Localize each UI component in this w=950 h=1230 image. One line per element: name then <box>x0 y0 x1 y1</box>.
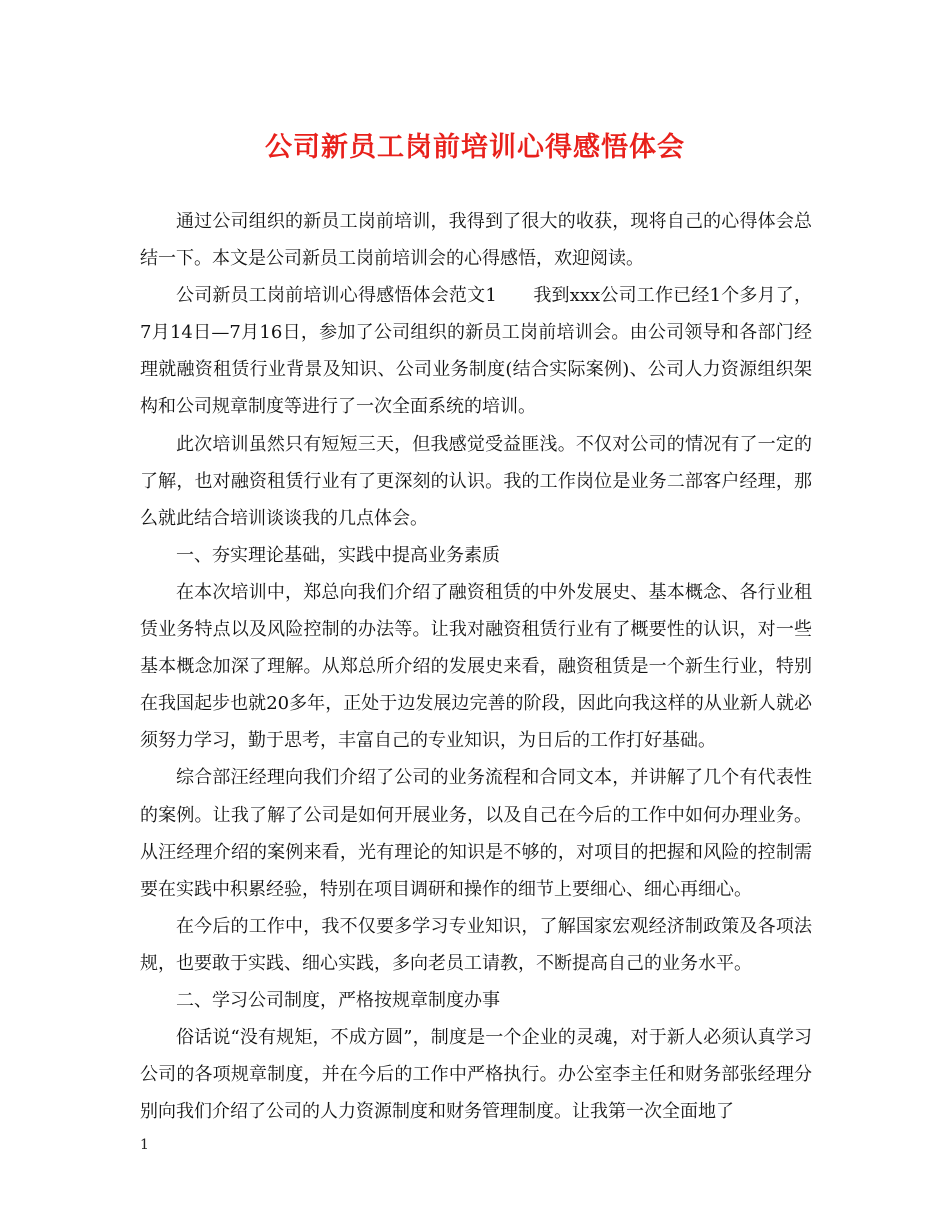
paragraph-theory: 在本次培训中，郑总向我们介绍了融资租赁的中外发展史、基本概念、各行业租赁业务特点以及风险控制的办法等。让我对融资租赁行业有了概要性的认识，对一些基本概念加深了理解。从郑总所介绍的发展史来看，融资租赁是一个新生行业，特别在我国起步也就20多年，正处于边发展边完善的阶段，因此向我这样的从业新人就必须努力学习，勤于思考，丰富自己的专业知识，为日后的工作打好基础。 <box>140 581 812 752</box>
paragraph-rules: 俗话说“没有规矩，不成方圆”，制度是一个企业的灵魂，对于新人必须认真学习公司的各项规章制度，并在今后的工作中严格执行。办公室李主任和财务部张经理分别向我们介绍了公司的人力资源制度和财务管理制度。让我第一次全面地了 <box>140 1027 812 1123</box>
document-body <box>140 203 812 1130</box>
section-heading-1: 一、夯实理论基础，实践中提高业务素质 <box>176 544 500 566</box>
paragraph-business-process: 综合部汪经理向我们介绍了公司的业务流程和合同文本，并讲解了几个有代表性的案例。让我了解了公司是如何开展业务，以及自己在今后的工作中如何办理业务。从汪经理介绍的案例来看，光有理论的知识是不够的，对项目的把握和风险的控制需要在实践中积累经验，特别在项目调研和操作的细节上要细心、细心再细心。 <box>140 767 812 900</box>
paragraph-sample-1: 公司新员工岗前培训心得感悟体会范文1 我到xxx公司工作已经1个多月了，7月14日—7月16日，参加了公司组织的新员工岗前培训会。由公司领导和各部门经理就融资租赁行业背景及知识、公司业务制度(结合实际案例)、公司人力资源组织架构和公司规章制度等进行了一次全面系统的培训。 <box>140 285 812 418</box>
paragraph-future-work: 在今后的工作中，我不仅要多学习专业知识，了解国家宏观经济制政策及各项法规，也要敢于实践、细心实践，多向老员工请教，不断提高自己的业务水平。 <box>140 915 812 974</box>
paragraph-intro: 通过公司组织的新员工岗前培训，我得到了很大的收获，现将自己的心得体会总结一下。本文是公司新员工岗前培训会的心得感悟，欢迎阅读。 <box>140 211 812 270</box>
document-title: 公司新员工岗前培训心得感悟体会 <box>265 132 685 163</box>
page-number: 1 <box>140 1137 149 1153</box>
paragraph-training-summary: 此次培训虽然只有短短三天，但我感觉受益匪浅。不仅对公司的情况有了一定的了解，也对融资租赁行业有了更深刻的认识。我的工作岗位是业务二部客户经理，那么就此结合培训谈谈我的几点体会。 <box>140 433 812 529</box>
section-heading-2: 二、学习公司制度，严格按规章制度办事 <box>176 989 500 1011</box>
